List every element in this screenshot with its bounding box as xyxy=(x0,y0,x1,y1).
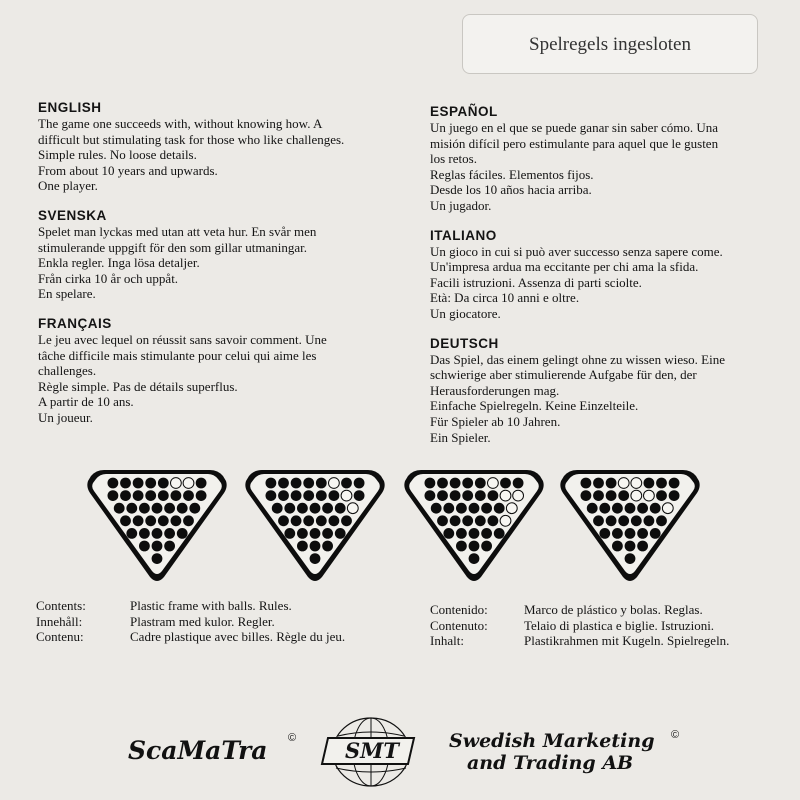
description-line: Einfache Spielregeln. Keine Einzelteile. xyxy=(430,398,639,414)
ball xyxy=(606,478,617,489)
empty-hole xyxy=(513,490,524,501)
ball xyxy=(606,490,617,501)
ball xyxy=(593,490,604,501)
ball xyxy=(469,503,480,514)
ball xyxy=(152,541,163,552)
footer xyxy=(0,700,800,790)
ball xyxy=(644,515,655,526)
language-section xyxy=(38,100,378,194)
ball xyxy=(462,490,473,501)
puzzle-board xyxy=(403,467,545,582)
ball xyxy=(158,490,169,501)
ball xyxy=(469,541,480,552)
ball xyxy=(494,503,505,514)
ball xyxy=(266,478,277,489)
ball xyxy=(425,478,436,489)
description-line: Un juego en el que se puede ganar sin saber cómo. Una xyxy=(430,120,719,135)
description-line: misión difícil pero estimulante para aquel que le gusten xyxy=(430,135,719,151)
ball xyxy=(456,503,467,514)
ball xyxy=(462,515,473,526)
sticker-text: Spelregels ingesloten xyxy=(529,34,691,55)
ball xyxy=(303,515,314,526)
ball xyxy=(310,553,321,564)
ball xyxy=(475,490,486,501)
ball xyxy=(637,503,648,514)
ball xyxy=(171,490,182,501)
ball xyxy=(450,515,461,526)
contents-label: Innehåll: xyxy=(36,613,83,629)
description-line: Reglas fáciles. Elementos fijos. xyxy=(430,166,594,182)
empty-hole xyxy=(500,515,511,526)
ball xyxy=(152,553,163,564)
ball xyxy=(650,503,661,514)
ball xyxy=(316,478,327,489)
contents-label: Contenu: xyxy=(36,629,84,644)
ball xyxy=(145,490,156,501)
empty-hole xyxy=(631,490,642,501)
ball xyxy=(500,478,511,489)
contents-value: Plastram med kulor. Regler. xyxy=(130,613,275,629)
ball xyxy=(637,528,648,539)
ball xyxy=(354,478,365,489)
ball xyxy=(291,515,302,526)
ball xyxy=(284,528,295,539)
ball xyxy=(322,528,333,539)
ball xyxy=(139,541,150,552)
brand-copyright: © xyxy=(288,732,297,744)
language-heading: SVENSKA xyxy=(38,207,107,223)
ball xyxy=(278,515,289,526)
ball xyxy=(581,478,592,489)
ball xyxy=(625,541,636,552)
ball xyxy=(469,528,480,539)
ball xyxy=(303,490,314,501)
language-heading: FRANÇAIS xyxy=(38,315,112,331)
description-line: The game one succeeds with, without knowing how. A xyxy=(38,116,323,131)
contents-label: Contenido: xyxy=(430,602,488,617)
ball xyxy=(593,515,604,526)
description-line: los retos. xyxy=(430,151,477,167)
ball xyxy=(196,490,207,501)
ball xyxy=(310,503,321,514)
ball xyxy=(625,553,636,564)
empty-hole xyxy=(341,490,352,501)
company-name xyxy=(449,729,680,774)
description-line: En spelare. xyxy=(38,286,96,302)
ball xyxy=(278,478,289,489)
ball xyxy=(108,478,119,489)
ball xyxy=(316,490,327,501)
ball xyxy=(425,490,436,501)
ball xyxy=(593,478,604,489)
ball xyxy=(612,503,623,514)
ball xyxy=(494,528,505,539)
ball xyxy=(488,490,499,501)
description-line: Facili istruzioni. Assenza di parti sciolte. xyxy=(430,274,642,290)
ball xyxy=(488,515,499,526)
ball xyxy=(437,490,448,501)
puzzle-board xyxy=(86,467,228,582)
ball xyxy=(656,515,667,526)
ball xyxy=(108,490,119,501)
description-line: One player. xyxy=(38,178,98,194)
ball xyxy=(133,515,144,526)
ball xyxy=(599,503,610,514)
description-line: Für Spieler ab 10 Jahren. xyxy=(430,413,561,429)
description-line: difficult but stimulating task for those who like challenges. xyxy=(38,131,345,147)
description-line: Från cirka 10 år och uppåt. xyxy=(38,270,179,286)
ball xyxy=(266,490,277,501)
empty-hole xyxy=(631,478,642,489)
brand-name: ScaMaTra xyxy=(128,736,268,765)
contents-label: Contents: xyxy=(36,598,86,613)
ball xyxy=(120,490,131,501)
scamatra-brand xyxy=(128,732,297,765)
puzzle-board xyxy=(559,467,701,582)
ball xyxy=(183,490,194,501)
ball xyxy=(475,515,486,526)
ball xyxy=(133,478,144,489)
company-line-1: Swedish Marketing xyxy=(449,730,655,752)
ball xyxy=(120,478,131,489)
company-copyright: © xyxy=(671,729,680,741)
left-text-column xyxy=(38,100,378,440)
ball xyxy=(625,503,636,514)
empty-hole xyxy=(644,490,655,501)
ball xyxy=(177,503,188,514)
ball xyxy=(456,528,467,539)
ball xyxy=(431,503,442,514)
contents-value: Plastikrahmen mit Kugeln. Spielregeln. xyxy=(524,633,730,648)
ball xyxy=(171,515,182,526)
language-heading: ENGLISH xyxy=(38,100,102,115)
ball xyxy=(450,490,461,501)
language-section xyxy=(38,316,378,426)
ball xyxy=(272,503,283,514)
description-line: Un jugador. xyxy=(430,197,492,213)
contents-label: Contenuto: xyxy=(430,617,488,633)
ball xyxy=(183,515,194,526)
description-line: Das Spiel, das einem gelingt ohne zu wissen wieso. Eine xyxy=(430,351,725,367)
ball xyxy=(310,528,321,539)
language-heading: ESPAÑOL xyxy=(430,104,498,119)
description-line: Un gioco in cui si può aver successo senza sapere come. xyxy=(430,243,723,259)
ball xyxy=(152,528,163,539)
ball xyxy=(164,541,175,552)
description-line: Un giocatore. xyxy=(430,305,501,321)
puzzle-board xyxy=(244,467,386,582)
ball xyxy=(284,503,295,514)
ball xyxy=(637,541,648,552)
description-line: schwierige aber stimulierende Aufgabe für den, der xyxy=(430,367,697,383)
ball xyxy=(475,478,486,489)
description-line: A partir de 10 ans. xyxy=(38,394,134,410)
ball xyxy=(126,503,137,514)
ball xyxy=(303,478,314,489)
empty-hole xyxy=(329,478,340,489)
ball xyxy=(599,528,610,539)
language-sticker xyxy=(462,14,758,74)
ball xyxy=(354,490,365,501)
ball xyxy=(443,528,454,539)
ball xyxy=(341,515,352,526)
description-line: Ein Spieler. xyxy=(430,429,491,445)
description-line: Un'impresa ardua ma eccitante per chi ama la sfida. xyxy=(430,259,699,275)
description-line: Le jeu avec lequel on réussit sans savoir comment. Une xyxy=(38,331,327,347)
ball xyxy=(443,503,454,514)
right-text-column xyxy=(430,104,775,459)
ball xyxy=(322,541,333,552)
ball xyxy=(133,490,144,501)
language-heading: ITALIANO xyxy=(430,227,497,243)
language-section xyxy=(430,228,775,322)
ball xyxy=(145,478,156,489)
ball xyxy=(158,478,169,489)
ball xyxy=(329,490,340,501)
ball xyxy=(625,528,636,539)
description-line: Enkla regler. Inga lösa detaljer. xyxy=(38,255,200,271)
ball xyxy=(164,503,175,514)
ball xyxy=(618,515,629,526)
empty-hole xyxy=(662,503,673,514)
description-line: challenges. xyxy=(38,363,97,379)
language-section xyxy=(38,208,378,302)
ball xyxy=(297,528,308,539)
ball xyxy=(310,541,321,552)
description-line: Herausforderungen mag. xyxy=(430,382,560,398)
ball xyxy=(189,503,200,514)
contents-value: Cadre plastique avec billes. Règle du jeu. xyxy=(130,629,346,644)
ball xyxy=(469,553,480,564)
logo-text: SMT xyxy=(344,738,400,763)
description-line: Età: Da circa 10 anni e oltre. xyxy=(430,290,580,306)
ball xyxy=(297,503,308,514)
ball xyxy=(650,528,661,539)
smt-logo xyxy=(316,710,426,790)
language-heading: DEUTSCH xyxy=(430,335,499,351)
empty-hole xyxy=(618,478,629,489)
ball xyxy=(316,515,327,526)
ball xyxy=(322,503,333,514)
ball xyxy=(656,490,667,501)
ball xyxy=(513,478,524,489)
ball xyxy=(126,528,137,539)
empty-hole xyxy=(506,503,517,514)
ball xyxy=(145,515,156,526)
ball xyxy=(587,503,598,514)
empty-hole xyxy=(500,490,511,501)
contents-value: Marco de plástico y bolas. Reglas. xyxy=(524,602,703,617)
ball xyxy=(335,503,346,514)
ball xyxy=(335,528,346,539)
empty-hole xyxy=(347,503,358,514)
ball xyxy=(196,478,207,489)
contents-value: Telaio di plastica e biglie. Istruzioni. xyxy=(524,617,715,633)
ball xyxy=(631,515,642,526)
description-line: tâche difficile mais stimulante pour celui qui aime les xyxy=(38,347,317,363)
ball xyxy=(450,478,461,489)
description-line: stimulerande uppgift för den som gillar utmaningar. xyxy=(38,239,307,255)
ball xyxy=(656,478,667,489)
ball xyxy=(644,478,655,489)
company-line-2: and Trading AB xyxy=(467,752,634,774)
ball xyxy=(291,478,302,489)
contents-label: Inhalt: xyxy=(430,633,464,648)
ball xyxy=(114,503,125,514)
ball xyxy=(437,515,448,526)
ball xyxy=(462,478,473,489)
ball xyxy=(669,478,680,489)
ball xyxy=(612,541,623,552)
description-line: Un joueur. xyxy=(38,409,93,425)
empty-hole xyxy=(488,478,499,489)
ball xyxy=(164,528,175,539)
ball xyxy=(297,541,308,552)
ball xyxy=(481,503,492,514)
ball xyxy=(120,515,131,526)
description-line: Desde los 10 años hacia arriba. xyxy=(430,182,592,198)
ball xyxy=(139,503,150,514)
description-line: Simple rules. No loose details. xyxy=(38,147,197,163)
ball xyxy=(158,515,169,526)
description-line: Règle simple. Pas de détails superflus. xyxy=(38,378,238,394)
empty-hole xyxy=(183,478,194,489)
ball xyxy=(139,528,150,539)
ball xyxy=(278,490,289,501)
ball xyxy=(152,503,163,514)
ball xyxy=(456,541,467,552)
ball xyxy=(177,528,188,539)
contents-value: Plastic frame with balls. Rules. xyxy=(130,598,292,613)
ball xyxy=(329,515,340,526)
ball xyxy=(618,490,629,501)
ball xyxy=(612,528,623,539)
ball xyxy=(341,478,352,489)
ball xyxy=(437,478,448,489)
ball xyxy=(481,541,492,552)
description-line: From about 10 years and upwards. xyxy=(38,162,218,178)
language-section xyxy=(430,336,775,446)
description-line: Spelet man lyckas med utan att veta hur. En svår men xyxy=(38,223,317,239)
language-section xyxy=(430,104,775,214)
ball xyxy=(669,490,680,501)
ball xyxy=(481,528,492,539)
ball xyxy=(606,515,617,526)
ball xyxy=(291,490,302,501)
empty-hole xyxy=(171,478,182,489)
board-illustrations xyxy=(86,467,706,582)
ball xyxy=(581,490,592,501)
